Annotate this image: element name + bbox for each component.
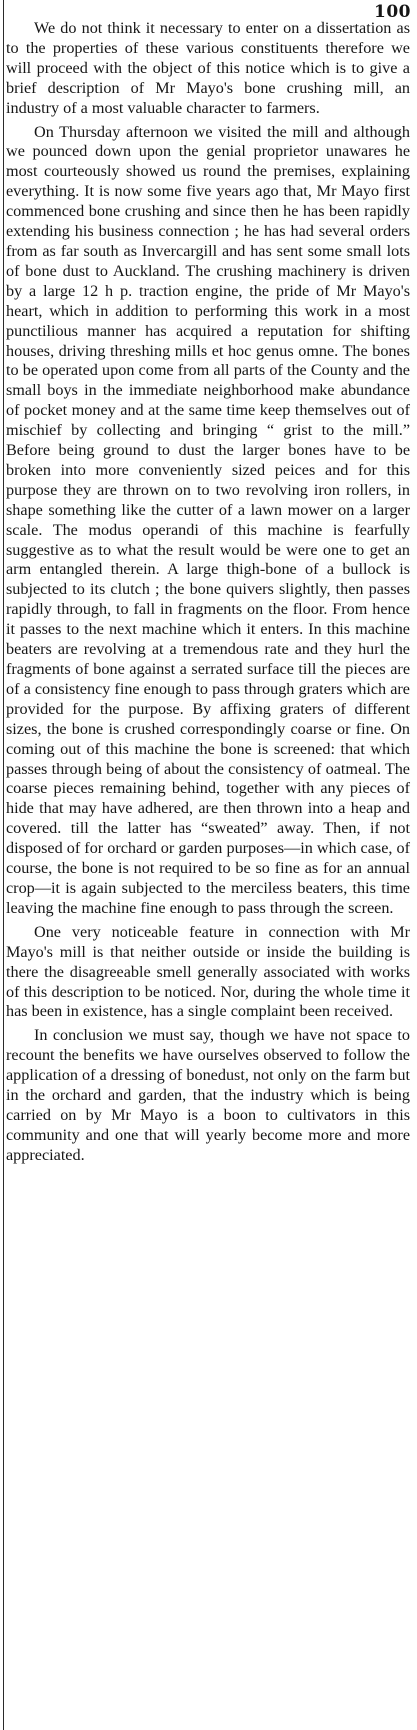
article-column (6, 19, 410, 1166)
article-paragraph-3: One very noticeable feature in connection with Mr Mayo's mill is that neither outside or inside the building is there the disagreeable smell generally associated with works of this description to be noticed. Nor, during the whole time it has been in existence, has a single complaint been received. (6, 922, 410, 1021)
page-number: 100 (374, 2, 411, 22)
article-paragraph-1: We do not think it necessary to enter on a dissertation as to the properties of these various constituents therefore we will proceed with the object of this notice which is to give a brief description of Mr Mayo's bone crushing mill, an industry of a most valuable character to farmers. (6, 19, 410, 117)
article-paragraph-4: In conclusion we must say, though we have not space to recount the benefits we have ourselves observed to follow the application of a dressing of bonedust, not only on the farm but in the orchard and garden, that the industry which is being carried on by Mr Mayo is a boon to cultivators in this community and one that will yearly become more and more appreciated. (6, 1026, 410, 1164)
column-rule (3, 0, 4, 1730)
article-paragraph-2: On Thursday afternoon we visited the mill and although we pounced down upon the genial proprietor unawares he most courteously showed us round the premises, explaining everything. It is now some five years ago that, Mr Mayo first commenced bone crushing and since then he has been rapidly extending his business connection ; he has had several orders from as far south as Invercargill and has sent some small lots of bone dust to Auckland. The crushing machinery is driven by a large 12 h p. traction engine, the pride of Mr Mayo's heart, which in addition to performing this work in a most punctilious manner has acquired a reputation for shifting houses, driving threshing mills et hoc genus omne. The bones to be operated upon come from all parts of the County and the small boys in the immediate neighborhood make abundance of pocket money and at the same time keep themselves out of mischief by collecting and bringing “ grist to the mill.” Before being ground to dust the larger bones have to be broken into more conveniently sized peices and for this purpose they are thrown on to two revolving iron rollers, in shape something like the cutter of a lawn mower on a larger scale. The modus operandi of this machine is fearfully suggestive as to what the result would be were one to get an arm entangled therein. A large thigh-bone of a bullock is subjected to its clutch ; the bone quivers slightly, then passes rapidly through, to fall in fragments on the floor. From hence it passes to the next machine which it enters. In this machine beaters are revolving at a tremendous rate and they hurl the fragments of bone against a serrated surface till the pieces are of a consistency fine enough to pass through graters which are provided for the purpose. By affixing graters of different sizes, the bone is crushed correspondingly coarse or fine. On coming out of this machine the bone is screened: that which passes through being of about the consistency of oatmeal. The coarse pieces remaining behind, together with any pieces of hide that may have adhered, are then thrown into a heap and covered. till the latter has “sweated” away. Then, if not disposed of for orchard or garden purposes—in which case, of course, the bone is not required to be so fine as for an annual crop—it is again subjected to the merciless beaters, this time leaving the machine fine enough to pass through the screen. (6, 122, 410, 917)
